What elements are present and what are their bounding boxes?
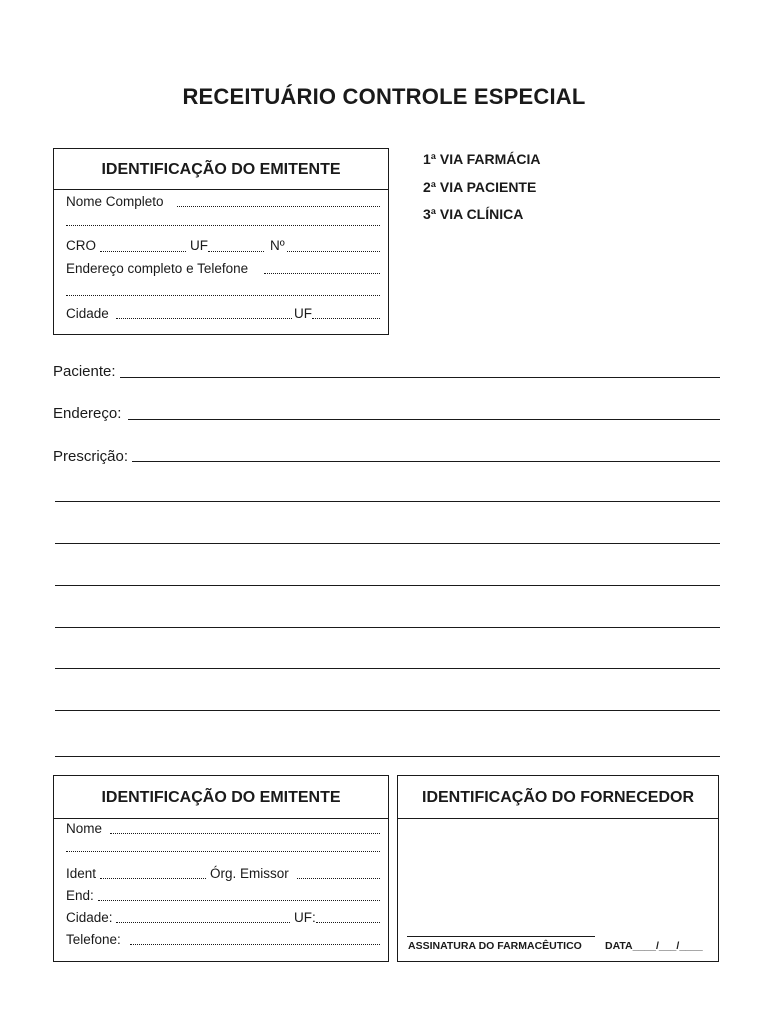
cro-field[interactable] [100,251,186,252]
prescricao-line-4[interactable] [55,627,720,628]
via-clinica: 3ª VIA CLÍNICA [423,206,524,222]
emitente-top-box [53,148,389,335]
nome-completo-field[interactable] [177,206,380,207]
paciente-label: Paciente: [53,363,116,380]
prescricao-line-7[interactable] [55,756,720,757]
paciente-field[interactable] [120,377,720,378]
prescricao-label: Prescrição: [53,448,129,465]
telefone-field[interactable] [130,944,380,945]
prescricao-line-2[interactable] [55,543,720,544]
assinatura-line[interactable] [407,936,595,937]
telefone-label: Telefone: [66,932,121,947]
prescricao-field[interactable] [132,461,720,462]
uf2-label: UF [294,306,312,321]
endereco-field[interactable] [128,419,720,420]
nome-completo-label: Nome Completo [66,194,164,209]
nome-completo-field-2[interactable] [66,225,380,226]
emitente-bottom-box [53,775,389,962]
via-paciente: 2ª VIA PACIENTE [423,179,537,195]
prescricao-line-5[interactable] [55,668,720,669]
prescricao-line-1[interactable] [55,501,720,502]
nome-label: Nome [66,821,103,836]
prescricao-line-3[interactable] [55,585,720,586]
uf-bottom-field[interactable] [316,922,380,923]
nome-field[interactable] [110,833,380,834]
uf-bottom-label: UF: [294,910,316,925]
fornecedor-box [397,775,719,962]
via-farmacia: 1ª VIA FARMÁCIA [423,151,541,167]
cidade-label: Cidade [66,306,109,321]
cro-label: CRO [66,238,96,253]
prescricao-line-6[interactable] [55,710,720,711]
uf2-field[interactable] [312,318,380,319]
cidade-bottom-field[interactable] [116,922,290,923]
data-field[interactable]: DATA____/___/____ [605,940,703,952]
orgao-emissor-label: Órg. Emissor [210,866,289,881]
page-title: RECEITUÁRIO CONTROLE ESPECIAL [182,84,586,109]
end-field[interactable] [98,900,380,901]
assinatura-label: ASSINATURA DO FARMACÊUTICO [408,940,582,952]
end-label: End: [66,888,94,903]
endereco-label: Endereço: [53,405,122,422]
ident-label: Ident [66,866,97,881]
emitente-bottom-heading: IDENTIFICAÇÃO DO EMITENTE [54,776,388,819]
nome-field-2[interactable] [66,851,380,852]
cidade-bottom-label: Cidade: [66,910,113,925]
uf-field[interactable] [208,251,264,252]
fornecedor-heading: IDENTIFICAÇÃO DO FORNECEDOR [398,776,718,819]
orgao-emissor-field[interactable] [297,878,380,879]
numero-label: Nº [270,238,285,253]
cidade-field[interactable] [116,318,292,319]
numero-field[interactable] [287,251,380,252]
emitente-top-heading: IDENTIFICAÇÃO DO EMITENTE [54,149,388,190]
endereco-telefone-label: Endereço completo e Telefone [66,261,249,276]
ident-field[interactable] [100,878,206,879]
endereco-telefone-field-2[interactable] [66,295,380,296]
endereco-telefone-field[interactable] [264,273,380,274]
uf-label: UF [190,238,208,253]
